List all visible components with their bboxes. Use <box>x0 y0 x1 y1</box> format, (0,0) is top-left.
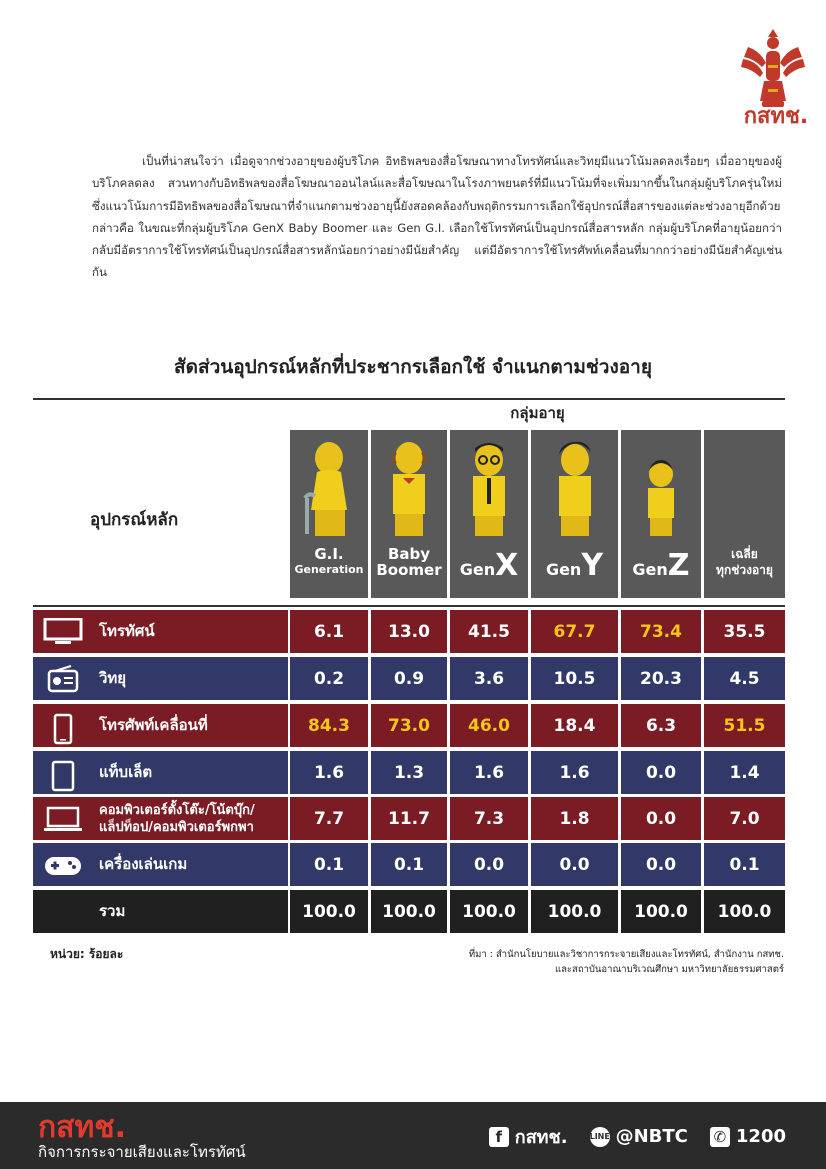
table-cell: 1.3 <box>371 751 447 794</box>
table-cell: 100.0 <box>371 890 447 933</box>
table-cell: 18.4 <box>531 704 618 747</box>
table-cell: 10.5 <box>531 657 618 700</box>
header-rule <box>33 605 785 607</box>
row-device-name <box>33 890 288 933</box>
table-cell: 1.6 <box>290 751 368 794</box>
footer-contacts <box>489 1122 786 1151</box>
table-cell: 3.6 <box>450 657 528 700</box>
table-cell: 7.0 <box>704 797 785 840</box>
logo-text: กสทช. <box>743 104 809 129</box>
table-cell: 100.0 <box>290 890 368 933</box>
table-cell: 1.8 <box>531 797 618 840</box>
gamepad-icon <box>43 851 83 879</box>
facebook-contact[interactable]: f กสทช. <box>489 1122 568 1151</box>
intro-paragraph: เป็นที่น่าสนใจว่า เมื่อดูจากช่วงอายุของผู้บริโภค อิทธิพลของสื่อโฆษณาทางโทรทัศน์และวิทยุมีแนวโน้มลดลงเรื่อยๆ เมื่ออายุของผู้บริโภคลดลง สวนทางกับอิทธิพลของสื่อโฆษณาออนไลน์และสื่อโฆษณาในโรงภาพยนตร์ที่มีแนวโน้มที่จะเพิ่มมากขึ้นในกลุ่มผู้บริโภครุ่นใหม่ ซึ่งแนวโน้มการมีอิทธิพลของสื่อโฆษณาที่จำแนกตามช่วงอายุนี้ยังสอดคล้องกับพฤติกรรมการเลือกใช้อุปกรณ์สื่อสารของแต่ละช่วงอายุอีกด้วย กล่าวคือ ในขณะที่กลุ่มผู้บริโภค GenX Baby Boomer และ Gen G.I. เลือกใช้โทรทัศน์เป็นอุปกรณ์สื่อสารหลัก กลุ่มผู้บริโภคที่อายุน้อยกว่ากลับมีอัตราการใช้โทรทัศน์เป็นอุปกรณ์สื่อสารหลักน้อยกว่าอย่างมีนัยสำคัญ แต่มีอัตราการใช้โทรศัพท์เคลื่อนที่มากกว่าอย่างมีนัยสำคัญเช่นกัน <box>92 154 782 280</box>
table-cell: 0.1 <box>290 843 368 886</box>
footer <box>0 1102 826 1169</box>
table-cell: 20.3 <box>621 657 701 700</box>
table-cell: 73.4 <box>621 610 701 653</box>
table-cell: 0.9 <box>371 657 447 700</box>
table-cell: 73.0 <box>371 704 447 747</box>
table-row <box>33 610 785 653</box>
table-cell: 46.0 <box>450 704 528 747</box>
table-cell: 1.4 <box>704 751 785 794</box>
footer-brand: กสทช. <box>38 1110 127 1145</box>
row-label: เครื่องเล่นเกม <box>99 855 188 873</box>
unit-label: หน่วย: ร้อยละ <box>50 947 124 961</box>
table-cell: 0.1 <box>371 843 447 886</box>
tablet-icon <box>43 759 83 787</box>
table-cell: 67.7 <box>531 610 618 653</box>
col-baby-boomer <box>371 430 447 598</box>
col-gen-x-label: GenX <box>459 548 519 583</box>
row-label: โทรศัพท์เคลื่อนที่ <box>99 716 208 734</box>
table-cell: 100.0 <box>621 890 701 933</box>
col-gen-z-label: GenZ <box>632 548 690 583</box>
laptop-icon <box>43 805 83 833</box>
table-cell: 7.3 <box>450 797 528 840</box>
gen-z-figure-icon <box>633 438 689 548</box>
table-cell: 100.0 <box>704 890 785 933</box>
line-icon: LINE <box>590 1127 610 1147</box>
table-cell: 11.7 <box>371 797 447 840</box>
footer-org: กิจการกระจายเสียงและโทรทัศน์ <box>38 1143 246 1161</box>
table-cell: 100.0 <box>450 890 528 933</box>
table-cell: 1.6 <box>531 751 618 794</box>
col-gen-y <box>531 430 618 598</box>
table-cell: 0.0 <box>621 751 701 794</box>
col-gen-y-label: GenY <box>545 548 604 583</box>
row-label: คอมพิวเตอร์ตั้งโต๊ะ/โน้ตบุ๊ก/ แล็ปท็อป/คอมพิวเตอร์พกพา <box>99 802 255 835</box>
col-average-label: เฉลี่ย ทุกช่วงอายุ <box>716 547 773 577</box>
table-cell: 35.5 <box>704 610 785 653</box>
table-cell: 13.0 <box>371 610 447 653</box>
table-cell: 1.6 <box>450 751 528 794</box>
col-average <box>704 430 785 598</box>
age-group-header: กลุ่มอายุ <box>510 404 565 422</box>
source-note: ที่มา : สำนักนโยบายและวิชาการกระจายเสียงและโทรทัศน์, สำนักงาน กสทช. และสถาบันอาณาบริเวณศึกษา มหาวิทยาลัยธรรมศาสตร์ <box>468 949 784 975</box>
row-label: วิทยุ <box>99 669 127 687</box>
table-cell: 0.2 <box>290 657 368 700</box>
gen-x-figure-icon <box>459 438 519 548</box>
radio-icon <box>43 665 83 693</box>
table-row <box>33 657 785 700</box>
table-cell: 0.0 <box>531 843 618 886</box>
table-row <box>33 843 785 886</box>
row-label: รวม <box>99 902 126 920</box>
line-contact[interactable]: LINE @NBTC <box>589 1126 688 1147</box>
col-gi-label: G.I. Generation <box>294 545 364 576</box>
table-cell: 41.5 <box>450 610 528 653</box>
col-gen-x <box>450 430 528 598</box>
table-row <box>33 704 785 747</box>
table-row <box>33 890 785 933</box>
col-gi <box>290 430 368 598</box>
baby-boomer-figure-icon <box>379 438 439 548</box>
table-cell: 0.0 <box>450 843 528 886</box>
row-device-name <box>33 610 288 653</box>
facebook-icon: f <box>489 1127 509 1147</box>
table-cell: 0.0 <box>621 797 701 840</box>
row-label: แท็บเล็ต <box>99 763 153 781</box>
row-label: โทรทัศน์ <box>99 622 155 640</box>
phone-icon: ✆ <box>710 1127 730 1147</box>
device-header: อุปกรณ์หลัก <box>90 510 179 530</box>
table-cell: 84.3 <box>290 704 368 747</box>
top-rule <box>33 398 785 400</box>
table-cell: 4.5 <box>704 657 785 700</box>
table-cell: 6.3 <box>621 704 701 747</box>
row-device-name <box>33 797 288 840</box>
col-baby-boomer-label: Baby Boomer <box>376 545 442 579</box>
table-cell: 6.1 <box>290 610 368 653</box>
table-title: สัดส่วนอุปกรณ์หลักที่ประชากรเลือกใช้ จำแนกตามช่วงอายุ <box>174 356 652 378</box>
table-cell: 51.5 <box>704 704 785 747</box>
table-cell: 0.1 <box>704 843 785 886</box>
table-cell: 100.0 <box>531 890 618 933</box>
table-row <box>33 797 785 840</box>
gi-elder-figure-icon <box>297 438 361 548</box>
phone-contact[interactable]: ✆ 1200 <box>710 1126 786 1147</box>
gen-y-figure-icon <box>545 438 605 548</box>
row-device-name <box>33 751 288 794</box>
tv-icon <box>43 618 83 646</box>
row-device-name <box>33 704 288 747</box>
table-row <box>33 751 785 794</box>
col-gen-z <box>621 430 701 598</box>
mobile-phone-icon <box>43 712 83 740</box>
table-cell: 7.7 <box>290 797 368 840</box>
table-cell: 0.0 <box>621 843 701 886</box>
row-device-name <box>33 843 288 886</box>
row-device-name <box>33 657 288 700</box>
